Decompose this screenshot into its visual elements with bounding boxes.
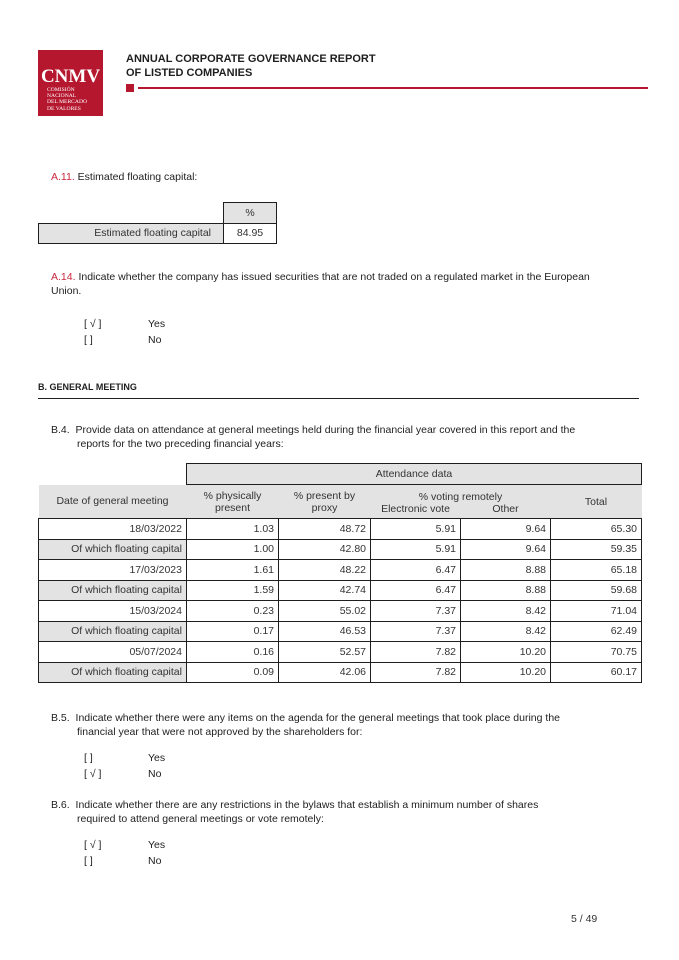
b4-number: B.4.: [51, 424, 70, 436]
value-cell-phys: 1.61: [187, 560, 279, 581]
row-label-cell: Of which floating capital: [39, 621, 187, 642]
a14-no-label: No: [148, 334, 162, 346]
b4-text: reports for the two preceding financial years:: [77, 438, 284, 450]
header-rule: [138, 87, 648, 89]
value-cell-proxy: 42.06: [279, 662, 371, 683]
logo-line: DEL MERCADO: [47, 99, 88, 106]
a14-text: Indicate whether the company has issued securities that are not traded on a regulated market in the European: [78, 271, 590, 283]
value-cell-proxy: 48.22: [279, 560, 371, 581]
logo-line: NACIONAL: [47, 93, 77, 100]
col-header-electronic: Electronic vote: [381, 502, 450, 515]
table-row: [39, 662, 642, 683]
value-cell-phys: 1.03: [187, 519, 279, 540]
col-header-total: Total: [551, 485, 642, 519]
attendance-group-header: Attendance data: [187, 464, 642, 485]
value-cell-proxy: 42.80: [279, 539, 371, 560]
row-label-cell: 05/07/2024: [39, 642, 187, 663]
value-cell-total: 65.30: [551, 519, 642, 540]
b6-no-mark: [ ]: [84, 855, 93, 867]
report-title: [126, 53, 376, 80]
table-row: [39, 539, 642, 560]
b4-text: Provide data on attendance at general meetings held during the financial year covered in this report and the: [75, 424, 576, 436]
col-header-other: Other: [492, 502, 519, 515]
col-header-text: % physically: [203, 489, 262, 502]
section-rule: [38, 398, 639, 399]
attendance-table: [38, 463, 642, 683]
value-cell-other: 8.88: [461, 560, 551, 581]
value-cell-total: 59.35: [551, 539, 642, 560]
row-label-cell: 18/03/2022: [39, 519, 187, 540]
value-cell-total: 60.17: [551, 662, 642, 683]
value-cell-proxy: 55.02: [279, 601, 371, 622]
value-cell-total: 65.18: [551, 560, 642, 581]
value-cell-total: 70.75: [551, 642, 642, 663]
row-label-cell: 15/03/2024: [39, 601, 187, 622]
value-cell-proxy: 42.74: [279, 580, 371, 601]
attendance-column-header-row: [39, 485, 642, 519]
b5-number: B.5.: [51, 712, 70, 724]
attendance-body: [39, 519, 642, 683]
value-cell-elec: 7.37: [371, 601, 461, 622]
header-square: [126, 84, 134, 92]
b5-yes-label: Yes: [148, 752, 166, 764]
a14-text: Union.: [51, 285, 82, 297]
b5-yes-mark: [ ]: [84, 752, 93, 764]
value-cell-proxy: 48.72: [279, 519, 371, 540]
value-cell-proxy: 46.53: [279, 621, 371, 642]
a14-yes-mark: [ √ ]: [84, 318, 102, 330]
b5-heading: [51, 711, 651, 739]
a11-col-header: %: [223, 202, 277, 224]
value-cell-elec: 5.91: [371, 519, 461, 540]
b5-text: financial year that were not approved by the shareholders for:: [77, 726, 363, 738]
row-label-cell: 17/03/2023: [39, 560, 187, 581]
col-header-remote-sub: [371, 503, 551, 515]
table-row: [39, 621, 642, 642]
b5-text: Indicate whether there were any items on the agenda for the general meetings that took place during the: [75, 712, 561, 724]
value-cell-phys: 0.17: [187, 621, 279, 642]
row-label-cell: Of which floating capital: [39, 539, 187, 560]
b6-number: B.6.: [51, 799, 70, 811]
value-cell-other: 9.64: [461, 539, 551, 560]
cnmv-logo: [38, 50, 103, 116]
table-row: [39, 580, 642, 601]
b5-no-label: No: [148, 768, 162, 780]
table-row: [39, 601, 642, 622]
value-cell-phys: 0.09: [187, 662, 279, 683]
col-header-text: % present by: [293, 489, 356, 502]
value-cell-phys: 0.16: [187, 642, 279, 663]
value-cell-proxy: 52.57: [279, 642, 371, 663]
a14-heading: [51, 270, 651, 298]
table-row: [39, 560, 642, 581]
table-row: [39, 642, 642, 663]
logo-line: DE VALORES: [47, 105, 81, 112]
value-cell-total: 59.68: [551, 580, 642, 601]
value-cell-elec: 7.82: [371, 662, 461, 683]
row-label-cell: Of which floating capital: [39, 580, 187, 601]
b6-text: Indicate whether there are any restrictions in the bylaws that establish a minimum number of shares: [75, 799, 539, 811]
col-header-physical: [187, 485, 279, 519]
value-cell-other: 9.64: [461, 519, 551, 540]
value-cell-other: 10.20: [461, 662, 551, 683]
col-header-text: present: [214, 501, 251, 514]
report-title-line: OF LISTED COMPANIES: [126, 66, 253, 79]
value-cell-elec: 6.47: [371, 580, 461, 601]
col-header-remote: [371, 485, 551, 519]
b4-heading: [51, 423, 651, 451]
value-cell-total: 62.49: [551, 621, 642, 642]
a11-value: 84.95: [223, 223, 277, 244]
value-cell-other: 8.42: [461, 601, 551, 622]
value-cell-phys: 1.59: [187, 580, 279, 601]
logo-text: CNMV: [40, 66, 101, 87]
value-cell-total: 71.04: [551, 601, 642, 622]
b6-yes-label: Yes: [148, 839, 166, 851]
a11-text: Estimated floating capital:: [77, 171, 198, 183]
value-cell-elec: 7.82: [371, 642, 461, 663]
value-cell-other: 8.88: [461, 580, 551, 601]
col-header-text: proxy: [311, 501, 338, 514]
empty-cell: [39, 464, 187, 485]
report-title-line: ANNUAL CORPORATE GOVERNANCE REPORT: [126, 53, 376, 65]
logo-line: COMISIÓN: [47, 87, 75, 93]
value-cell-phys: 1.00: [187, 539, 279, 560]
a14-number: A.14.: [51, 271, 76, 283]
page-number: 5 / 49: [571, 913, 598, 925]
b6-no-label: No: [148, 855, 162, 867]
b6-yes-mark: [ √ ]: [84, 839, 102, 851]
a14-yes-label: Yes: [148, 318, 166, 330]
value-cell-elec: 7.37: [371, 621, 461, 642]
value-cell-other: 10.20: [461, 642, 551, 663]
col-header-proxy: [279, 485, 371, 519]
logo-subtext: [47, 87, 87, 112]
a11-number: A.11.: [51, 171, 75, 183]
a11-heading: [51, 170, 197, 184]
col-header-date: Date of general meeting: [39, 485, 187, 519]
value-cell-other: 8.42: [461, 621, 551, 642]
col-header-text: % voting remotely: [418, 490, 503, 503]
value-cell-elec: 5.91: [371, 539, 461, 560]
b5-no-mark: [ √ ]: [84, 768, 102, 780]
a14-no-mark: [ ]: [84, 334, 93, 346]
attendance-group-header-row: [39, 464, 642, 485]
section-title: B. GENERAL MEETING: [38, 382, 137, 392]
b6-heading: [51, 798, 651, 826]
table-row: [39, 519, 642, 540]
value-cell-elec: 6.47: [371, 560, 461, 581]
value-cell-phys: 0.23: [187, 601, 279, 622]
row-label-cell: Of which floating capital: [39, 662, 187, 683]
b6-text: required to attend general meetings or vote remotely:: [77, 813, 324, 825]
a11-row-label: Estimated floating capital: [38, 223, 224, 244]
